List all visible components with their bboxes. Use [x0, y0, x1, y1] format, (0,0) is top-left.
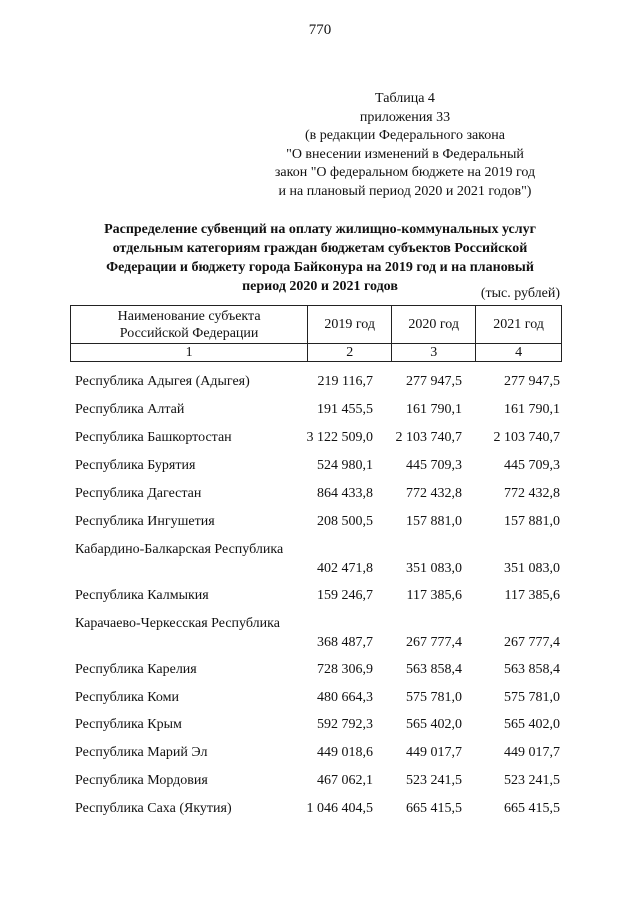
value-2021: 2 103 740,7 [493, 430, 560, 445]
region-name: Республика Марий Эл [75, 745, 208, 760]
value-2020: 2 103 740,7 [395, 430, 462, 445]
column-number: 4 [476, 344, 562, 362]
value-2021: 772 432,8 [504, 486, 560, 501]
value-2019: 3 122 509,0 [306, 430, 373, 445]
title-line: Распределение субвенций на оплату жилищно-коммунальных услуг [104, 222, 536, 237]
region-name: Республика Саха (Якутия) [75, 801, 232, 816]
value-2020: 772 432,8 [406, 486, 462, 501]
value-2020: 565 402,0 [406, 717, 462, 732]
value-2021: 445 709,3 [504, 458, 560, 473]
column-number: 3 [392, 344, 476, 362]
value-2020: 665 415,5 [406, 801, 462, 816]
region-name: Республика Алтай [75, 402, 185, 417]
annex-line: приложения 33 [359, 109, 451, 125]
value-2021: 523 241,5 [504, 773, 560, 788]
region-name: Республика Крым [75, 717, 182, 732]
table-header [70, 305, 562, 362]
region-name: Республика Ингушетия [75, 514, 215, 529]
value-2019: 219 116,7 [317, 374, 373, 389]
value-2019: 864 433,8 [317, 486, 373, 501]
value-2019: 1 046 404,5 [306, 801, 373, 816]
value-2019: 159 246,7 [317, 588, 373, 603]
value-2020: 161 790,1 [406, 402, 462, 417]
unit-label: (тыс. рублей) [480, 286, 560, 301]
title-line: Федерации и бюджету города Байконура на 2019 год и на плановый [106, 260, 534, 275]
value-2020: 445 709,3 [406, 458, 462, 473]
value-2019: 368 487,7 [317, 635, 373, 650]
value-2019: 208 500,5 [317, 514, 373, 529]
region-name: Карачаево-Черкесская Республика [75, 616, 280, 631]
region-name: Республика Мордовия [75, 773, 208, 788]
value-2020: 351 083,0 [406, 561, 462, 576]
value-2020: 523 241,5 [406, 773, 462, 788]
column-number: 2 [308, 344, 392, 362]
annex-reference [240, 90, 570, 201]
value-2020: 575 781,0 [406, 690, 462, 705]
region-name: Республика Коми [75, 690, 179, 705]
value-2021: 665 415,5 [504, 801, 560, 816]
value-2019: 191 455,5 [317, 402, 373, 417]
value-2020: 563 858,4 [406, 662, 462, 677]
region-name: Республика Адыгея (Адыгея) [75, 374, 250, 389]
value-2019: 728 306,9 [317, 662, 373, 677]
document-title [60, 220, 580, 296]
value-2019: 449 018,6 [317, 745, 373, 760]
value-2021: 267 777,4 [504, 635, 560, 650]
region-name: Республика Калмыкия [75, 588, 209, 603]
region-name: Республика Башкортостан [75, 430, 232, 445]
page-number: 770 [308, 22, 332, 38]
value-2021: 277 947,5 [504, 374, 560, 389]
value-2021: 157 881,0 [504, 514, 560, 529]
title-line: период 2020 и 2021 годов [242, 279, 398, 294]
value-2021: 565 402,0 [504, 717, 560, 732]
value-2021: 161 790,1 [504, 402, 560, 417]
header-2019: 2019 год [308, 306, 392, 344]
value-2021: 351 083,0 [504, 561, 560, 576]
annex-line: и на плановый период 2020 и 2021 годов") [278, 183, 532, 199]
value-2020: 277 947,5 [406, 374, 462, 389]
value-2020: 117 385,6 [406, 588, 462, 603]
value-2021: 563 858,4 [504, 662, 560, 677]
value-2019: 524 980,1 [317, 458, 373, 473]
region-name: Республика Бурятия [75, 458, 196, 473]
region-name: Республика Карелия [75, 662, 197, 677]
value-2019: 402 471,8 [317, 561, 373, 576]
annex-line: "О внесении изменений в Федеральный [286, 146, 524, 162]
value-2019: 592 792,3 [317, 717, 373, 732]
value-2021: 575 781,0 [504, 690, 560, 705]
value-2020: 267 777,4 [406, 635, 462, 650]
title-line: отдельным категориям граждан бюджетам субъектов Российской [112, 241, 528, 256]
region-name: Республика Дагестан [75, 486, 202, 501]
header-region-name: Наименование субъекта Российской Федерации [71, 306, 308, 344]
annex-line: Таблица 4 [375, 91, 435, 106]
value-2019: 467 062,1 [317, 773, 373, 788]
annex-line: (в редакции Федерального закона [305, 128, 505, 143]
annex-line: закон "О федеральном бюджете на 2019 год [274, 165, 536, 180]
header-2021: 2021 год [476, 306, 562, 344]
value-2021: 449 017,7 [504, 745, 560, 760]
region-name: Кабардино-Балкарская Республика [75, 542, 284, 557]
value-2021: 117 385,6 [504, 588, 560, 603]
value-2020: 449 017,7 [406, 745, 462, 760]
column-number: 1 [71, 344, 308, 362]
header-2020: 2020 год [392, 306, 476, 344]
value-2020: 157 881,0 [406, 514, 462, 529]
value-2019: 480 664,3 [317, 690, 373, 705]
